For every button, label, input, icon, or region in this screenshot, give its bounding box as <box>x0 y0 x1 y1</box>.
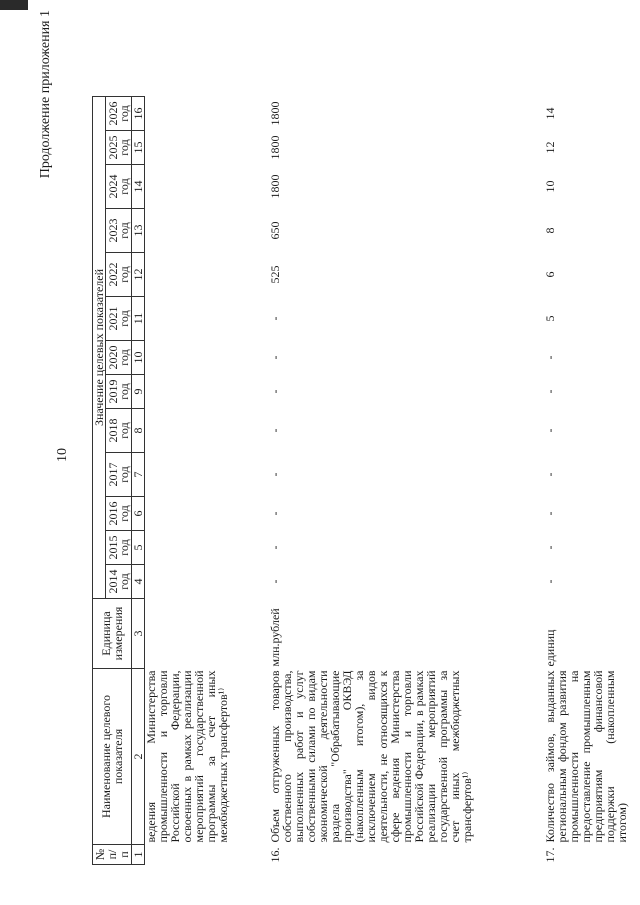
year-header: 2024 год <box>106 165 132 209</box>
column-number: 3 <box>132 599 145 669</box>
value-cell: - <box>267 428 282 433</box>
value-cell: - <box>542 472 557 477</box>
value-cell <box>145 341 269 375</box>
value-cell: 10 <box>542 180 557 193</box>
value-cell <box>145 375 269 409</box>
indicator-unit: единиц <box>542 629 557 667</box>
indicator-name: ведения Министерства промышленности и торговли Российской Федерации, освоенных в рамках реализации мероприятий государственной программы за счет иных межбюджетных трансфертов¹⁾ <box>144 670 230 843</box>
value-cell: 6 <box>542 271 557 278</box>
year-header: 2021 год <box>106 297 132 341</box>
year-header: 2023 год <box>106 209 132 253</box>
column-number: 15 <box>132 131 145 165</box>
value-cell <box>145 253 269 297</box>
indicator-unit <box>145 599 269 669</box>
column-number: 11 <box>132 297 145 341</box>
column-number: 12 <box>132 253 145 297</box>
value-cell: - <box>267 355 282 360</box>
value-cell: 650 <box>267 221 282 240</box>
value-cell: - <box>542 579 557 584</box>
column-number: 1 <box>132 845 145 865</box>
value-cell: - <box>267 472 282 477</box>
year-header: 2017 год <box>106 453 132 497</box>
year-header: 2020 год <box>106 341 132 375</box>
column-number: 4 <box>132 565 145 599</box>
column-number: 14 <box>132 165 145 209</box>
indicators-table <box>92 96 640 865</box>
value-cell <box>145 531 269 565</box>
value-cell: - <box>542 428 557 433</box>
header-name: Наименование целевого показателя <box>93 669 132 845</box>
indicator-name: Количество займов, выданных региональным фондом развития промышленности на предоставление промышленным предприятиям финансовой поддержки (накопленным итогом) <box>542 670 629 843</box>
table-row <box>145 97 269 865</box>
page-number: 10 <box>55 448 70 462</box>
value-cell <box>145 209 269 253</box>
column-number: 6 <box>132 497 145 531</box>
year-header: 2015 год <box>106 531 132 565</box>
value-cell <box>145 409 269 453</box>
value-cell <box>145 497 269 531</box>
value-cell: 8 <box>542 227 557 234</box>
header-no: № п/п <box>93 845 132 865</box>
value-cell <box>145 165 269 209</box>
value-cell: - <box>267 579 282 584</box>
table-row <box>269 97 544 865</box>
header-values-group: Значение целевых показателей <box>93 97 106 599</box>
value-cell <box>145 565 269 599</box>
column-number: 13 <box>132 209 145 253</box>
value-cell: 14 <box>542 107 557 120</box>
value-cell: - <box>542 511 557 516</box>
year-header: 2016 год <box>106 497 132 531</box>
indicator-unit: млн.рублей <box>267 608 282 667</box>
value-cell: - <box>267 316 282 321</box>
value-cell: 1800 <box>267 174 282 199</box>
value-cell: - <box>267 511 282 516</box>
value-cell <box>145 297 269 341</box>
value-cell: 5 <box>542 315 557 322</box>
value-cell: - <box>267 545 282 550</box>
year-header: 2019 год <box>106 375 132 409</box>
column-number: 16 <box>132 97 145 131</box>
value-cell <box>145 453 269 497</box>
value-cell: 12 <box>542 141 557 154</box>
header-unit: Единица измерения <box>93 599 132 669</box>
column-number: 7 <box>132 453 145 497</box>
value-cell: - <box>542 545 557 550</box>
continuation-label: Продолжение приложения 1 <box>38 10 53 179</box>
year-header: 2014 год <box>106 565 132 599</box>
column-number: 2 <box>132 669 145 845</box>
scan-edge-strip <box>0 0 28 10</box>
table-row <box>544 97 640 865</box>
value-cell <box>145 97 269 131</box>
value-cell <box>145 131 269 165</box>
column-number: 8 <box>132 409 145 453</box>
year-header: 2022 год <box>106 253 132 297</box>
row-number <box>145 845 269 865</box>
row-number: 17. <box>542 847 557 863</box>
year-header: 2026 год <box>106 97 132 131</box>
column-numbers-row <box>132 97 145 865</box>
value-cell: - <box>267 389 282 394</box>
value-cell: 1800 <box>267 101 282 126</box>
value-cell: - <box>542 389 557 394</box>
value-cell: 525 <box>267 265 282 284</box>
column-number: 5 <box>132 531 145 565</box>
row-number: 16. <box>267 847 282 863</box>
indicator-name: Объем отгруженных товаров собственного производства, выполненных работ и услуг собственными силами по видам экономической деятельности раздела "Обрабатывающие производства" ОКВЭД (накопленным итогом), за исключением видов деятельности, не относящихся к сфере ведения Министерства промышленности и торговли Российской Федерации, в рамках реализации мероприятий государственной программы за счет иных межбюджетных трансфертов¹⁾ <box>267 670 474 843</box>
column-number: 9 <box>132 375 145 409</box>
value-cell: 1800 <box>267 135 282 160</box>
header-row-1 <box>93 97 106 865</box>
year-header: 2018 год <box>106 409 132 453</box>
column-number: 10 <box>132 341 145 375</box>
value-cell: - <box>542 355 557 360</box>
year-header: 2025 год <box>106 131 132 165</box>
